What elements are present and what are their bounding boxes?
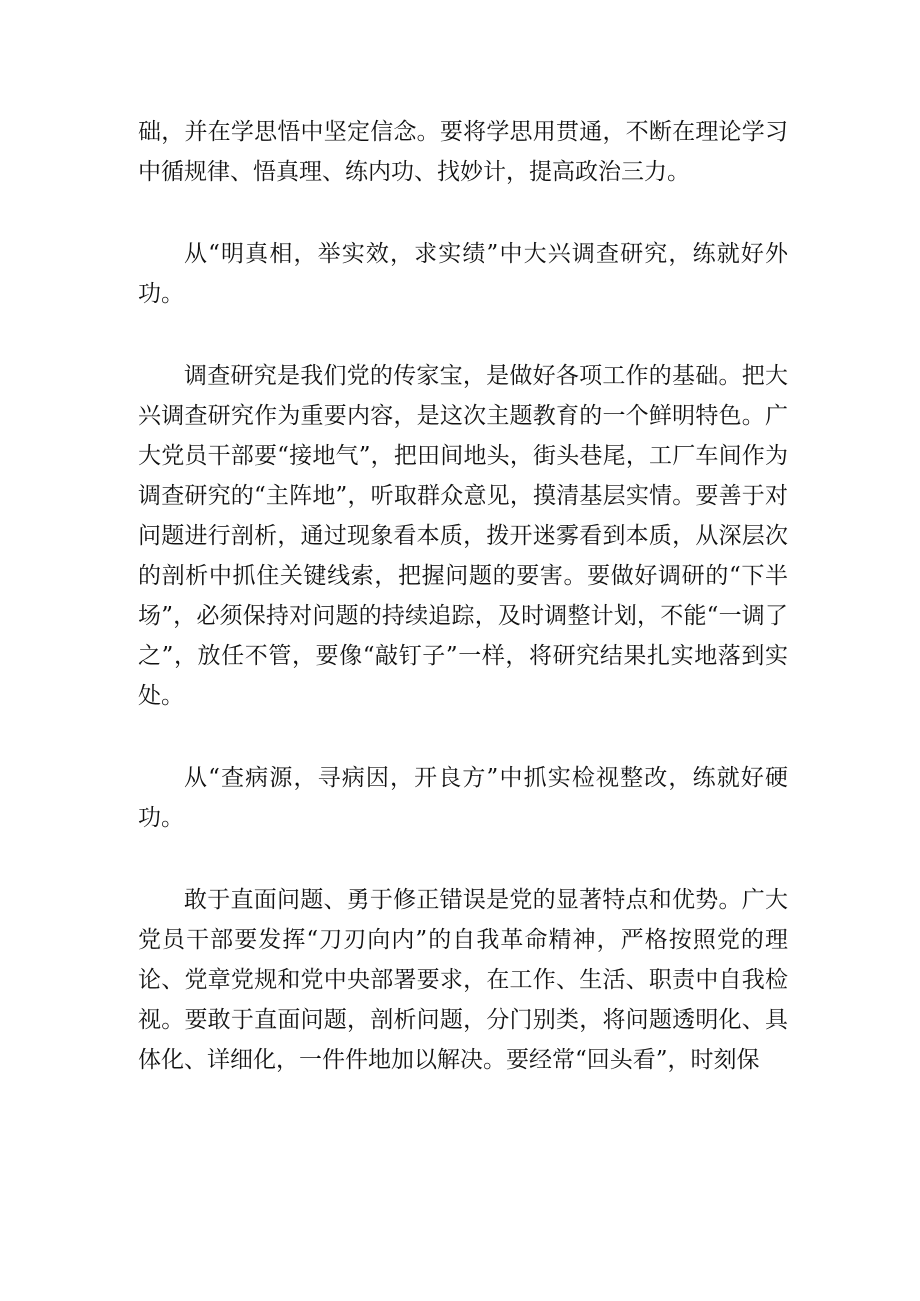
paragraph-4: 从“查病源，寻病因，开良方”中抓实检视整改，练就好硬功。 [138, 765, 788, 831]
paragraph-5: 敢于直面问题、勇于修正错误是党的显著特点和优势。广大党员干部要发挥“刀刃向内”的自我革命精神，严格按照党的理论、党章党规和党中央部署要求，在工作、生活、职责中自我检视。要敢于直面问题，剖析问题，分门别类，将问题透明化、具体化、详细化，一件件地加以解决。要经常“回头看”，时刻保 [138, 887, 788, 1073]
paragraph-1: 础，并在学思悟中坚定信念。要将学思用贯通，不断在理论学习中循规律、悟真理、练内功、找妙计，提高政治三力。 [138, 119, 788, 185]
paragraph-2: 从“明真相，举实效，求实绩”中大兴调查研究，练就好外功。 [138, 241, 788, 307]
document-body [138, 112, 788, 1122]
paragraph-3: 调查研究是我们党的传家宝，是做好各项工作的基础。把大兴调查研究作为重要内容，是这次主题教育的一个鲜明特色。广大党员干部要“接地气”，把田间地头，街头巷尾，工厂车间作为调查研究的“主阵地”，听取群众意见，摸清基层实情。要善于对问题进行剖析，通过现象看本质，拨开迷雾看到本质，从深层次的剖析中抓住关键线索，把握问题的要害。要做好调研的“下半场”，必须保持对问题的持续追踪，及时调整计划，不能“一调了之”，放任不管，要像“敲钉子”一样，将研究结果扎实地落到实处。 [138, 363, 788, 709]
